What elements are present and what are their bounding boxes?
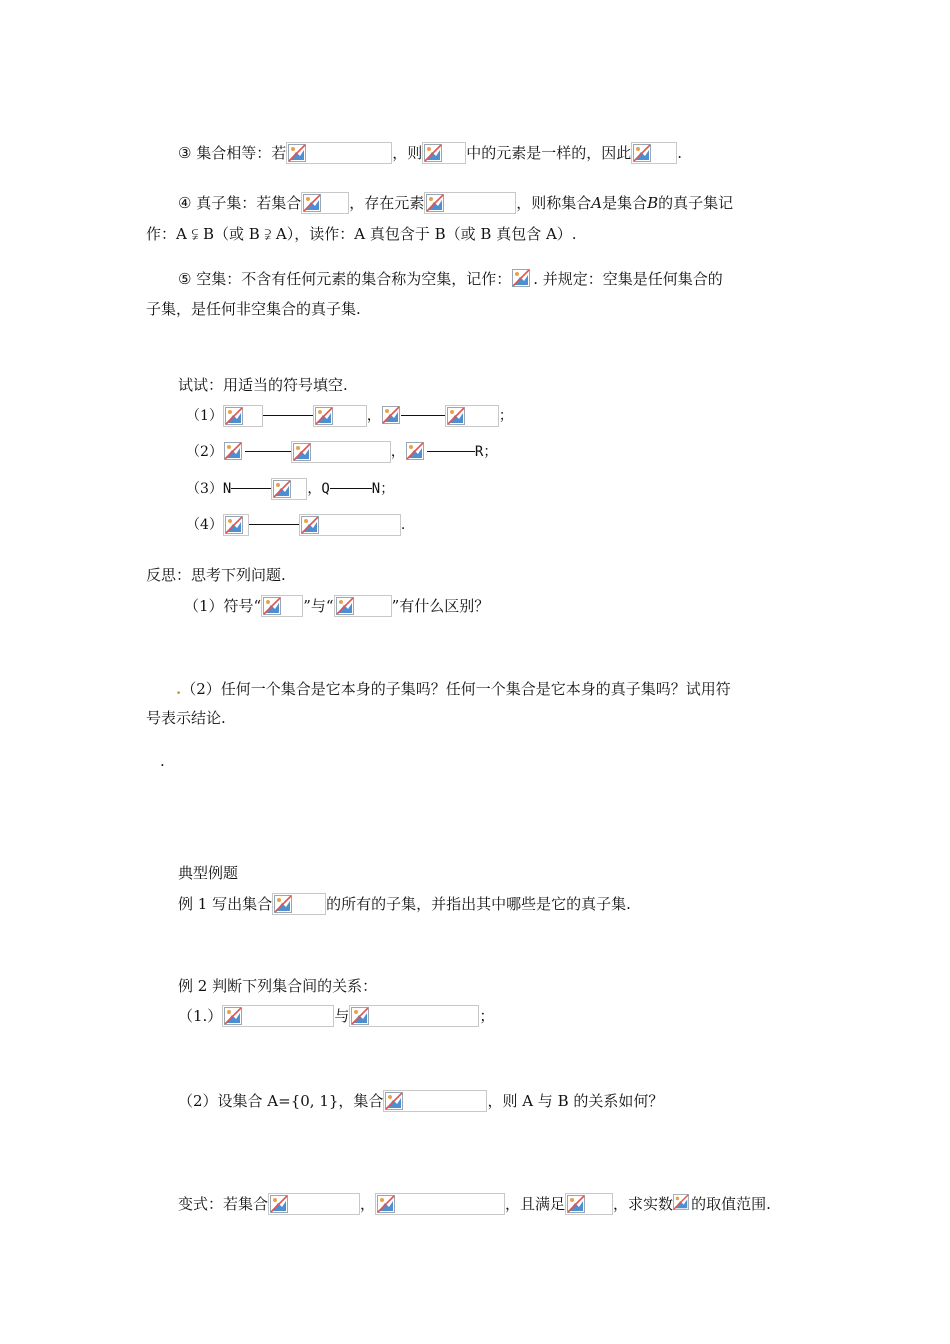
formula-image	[445, 405, 499, 427]
image-placeholder-icon	[447, 407, 465, 425]
formula-image	[223, 405, 263, 427]
text: 中的元素是一样的，因此	[466, 144, 632, 162]
answer-blank[interactable]	[263, 414, 313, 416]
formula-image	[381, 405, 401, 427]
text: ，则称集合	[516, 194, 592, 212]
formula-image	[223, 441, 245, 463]
set-n: N	[222, 481, 232, 497]
image-placeholder-icon	[263, 597, 281, 615]
text: 真子集：若集合	[196, 194, 302, 212]
try-q1	[186, 405, 513, 427]
text: ，且满足	[505, 1195, 566, 1213]
q-label: （1）	[186, 408, 223, 424]
formula-image	[334, 595, 392, 617]
image-placeholder-icon	[270, 1195, 288, 1213]
text: .	[677, 144, 683, 162]
reflect-q1	[184, 595, 489, 617]
try-q2	[186, 441, 497, 463]
try-q3	[186, 478, 394, 500]
image-placeholder-icon	[274, 895, 292, 913]
q-label: （2）	[186, 444, 223, 460]
text-line: 子集，是任何非空集合的真子集.	[146, 300, 361, 318]
formula-image	[271, 478, 307, 500]
image-placeholder-icon	[225, 516, 243, 534]
text: ，则	[392, 144, 423, 162]
reflect-q2	[176, 678, 731, 700]
answer-blank[interactable]	[245, 450, 291, 452]
formula-image	[565, 1193, 613, 1215]
formula-image	[301, 192, 349, 214]
marker-dot: .	[176, 680, 182, 698]
formula-image	[422, 142, 466, 164]
formula-image	[286, 142, 392, 164]
formula-image	[405, 441, 427, 463]
image-placeholder-icon	[424, 144, 442, 162]
answer-blank[interactable]	[401, 414, 445, 416]
formula-image	[375, 1193, 505, 1215]
sep: ，	[307, 481, 322, 497]
text: 的真子集记	[658, 194, 734, 212]
item-proper-subset	[178, 192, 733, 214]
image-placeholder-icon	[567, 1195, 585, 1213]
image-placeholder-icon	[273, 480, 291, 498]
image-placeholder-icon	[224, 1007, 242, 1025]
formula-image	[631, 142, 677, 164]
text: 例 1 写出集合	[178, 895, 273, 913]
set-n: N；	[371, 481, 395, 497]
image-placeholder-icon	[377, 1195, 395, 1213]
period: .	[400, 517, 406, 533]
reflect-title: 反思：思考下列问题.	[146, 566, 286, 584]
examples-title: 典型例题	[178, 864, 239, 882]
formula-image	[268, 1193, 360, 1215]
q-label: （4）	[186, 517, 223, 533]
example-2-1	[178, 1005, 494, 1027]
formula-image	[349, 1005, 479, 1027]
var-b: B	[647, 194, 659, 212]
formula-image	[424, 192, 516, 214]
text: （2）任何一个集合是它本身的子集吗？任何一个集合是它本身的真子集吗？试用符	[181, 680, 731, 698]
image-placeholder-icon	[224, 442, 242, 460]
text-line: 作：A ⫋ B（或 B ⫌ A），读作：A 真包含于 B（或 B 真包含 A）.	[146, 225, 577, 243]
formula-image	[673, 1193, 691, 1215]
set-q: Q	[321, 481, 330, 497]
text-line: 号表示结论.	[146, 709, 226, 727]
example-2-2	[178, 1090, 663, 1112]
var-a: A	[591, 194, 603, 212]
answer-blank[interactable]	[249, 523, 299, 525]
sep: ，	[390, 444, 405, 460]
formula-image	[291, 441, 391, 463]
text: ，求实数	[613, 1195, 674, 1213]
image-placeholder-icon	[315, 407, 333, 425]
item-number: ④	[178, 194, 192, 212]
item-set-equality	[178, 142, 682, 164]
formula-image	[511, 268, 533, 290]
formula-image	[299, 514, 401, 536]
image-placeholder-icon	[225, 407, 243, 425]
text: ”与“	[303, 597, 334, 615]
text: ”有什么区别？	[391, 597, 490, 615]
example-1	[178, 893, 631, 915]
image-placeholder-icon	[293, 443, 311, 461]
stray-dot: .	[160, 752, 165, 770]
formula-image	[272, 893, 326, 915]
image-placeholder-icon	[385, 1092, 403, 1110]
image-placeholder-icon	[512, 269, 530, 287]
item-empty-set	[178, 268, 723, 290]
image-placeholder-icon	[301, 516, 319, 534]
text: （1）符号“	[184, 597, 262, 615]
image-placeholder-icon	[382, 406, 400, 424]
text: . 并规定：空集是任何集合的	[533, 270, 723, 288]
text: 空集：不含有任何元素的集合称为空集，记作：	[196, 270, 512, 288]
answer-blank[interactable]	[427, 450, 475, 452]
text: 变式：若集合	[178, 1195, 269, 1213]
formula-image	[223, 514, 249, 536]
text: ；	[479, 1007, 495, 1025]
formula-image	[313, 405, 367, 427]
text: 与	[334, 1007, 350, 1025]
item-number: ③	[178, 144, 192, 162]
image-placeholder-icon	[673, 1194, 689, 1210]
text: 的取值范围.	[691, 1195, 771, 1213]
semi: ；	[498, 408, 513, 424]
text: （2）设集合 A={0, 1}，集合	[178, 1092, 384, 1110]
image-placeholder-icon	[303, 194, 321, 212]
text: 是集合	[602, 194, 648, 212]
q-label: （3）	[186, 481, 223, 497]
text: 的所有的子集，并指出其中哪些是它的真子集.	[326, 895, 631, 913]
answer-blank[interactable]	[231, 487, 271, 489]
example-2: 例 2 判断下列集合间的关系：	[178, 977, 378, 995]
try-q4	[186, 514, 405, 536]
formula-image	[222, 1005, 334, 1027]
text: ，	[360, 1195, 376, 1213]
text: ，存在元素	[349, 194, 425, 212]
sep: ，	[366, 408, 381, 424]
image-placeholder-icon	[426, 194, 444, 212]
item-number: ⑤	[178, 270, 192, 288]
formula-image	[383, 1090, 487, 1112]
text: 集合相等：若	[196, 144, 287, 162]
image-placeholder-icon	[288, 144, 306, 162]
answer-blank[interactable]	[330, 487, 372, 489]
image-placeholder-icon	[351, 1007, 369, 1025]
set-r: R；	[474, 444, 498, 460]
try-title: 试试：用适当的符号填空.	[178, 376, 348, 394]
variant	[178, 1193, 771, 1215]
text: （1.）	[178, 1007, 223, 1025]
text: ，则 A 与 B 的关系如何？	[487, 1092, 664, 1110]
image-placeholder-icon	[406, 442, 424, 460]
image-placeholder-icon	[633, 144, 651, 162]
image-placeholder-icon	[336, 597, 354, 615]
formula-image	[261, 595, 303, 617]
